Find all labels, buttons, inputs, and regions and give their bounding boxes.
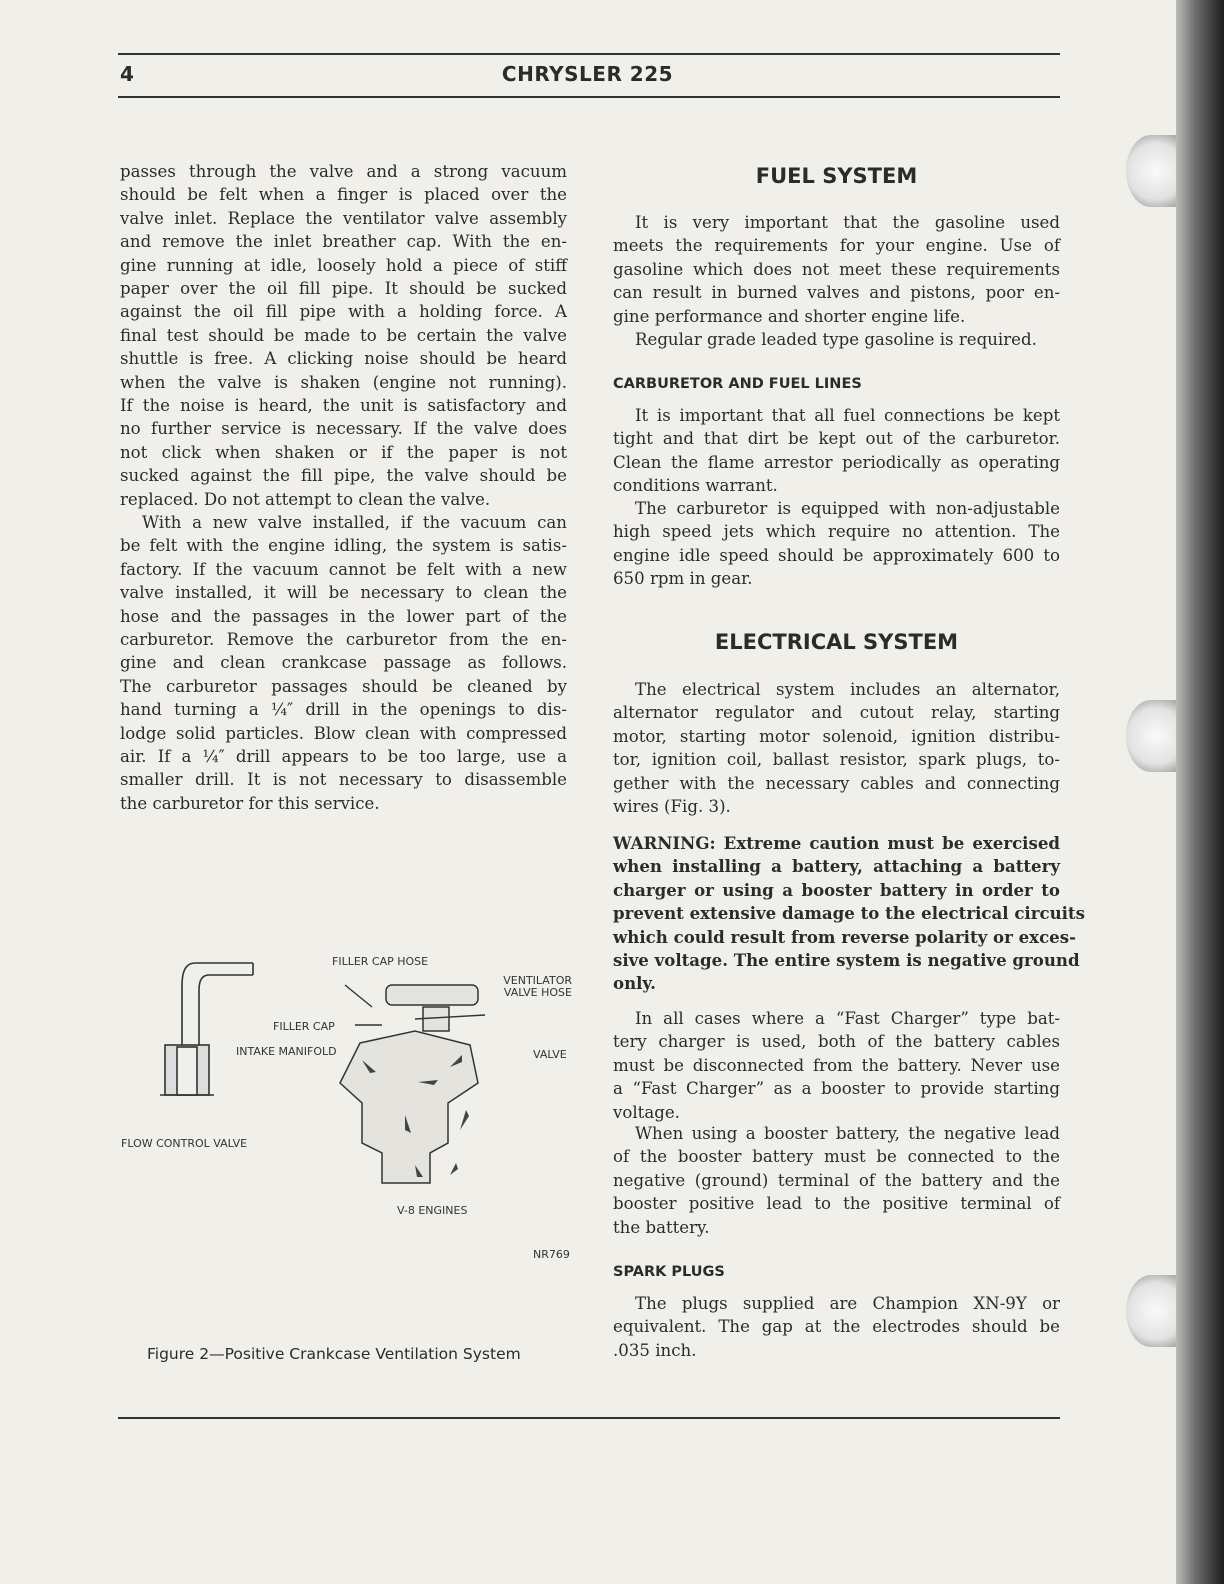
figure-caption: Figure 2—Positive Crankcase Ventilation System (147, 1345, 521, 1363)
text-line: It is very important that the gasoline used (635, 213, 1060, 232)
text-line: the carburetor for this service. (120, 793, 380, 813)
text-line: 650 rpm in gear. (613, 569, 753, 589)
heading-fuel-system: FUEL SYSTEM (755, 164, 918, 188)
text-line: .035 inch. (613, 1340, 697, 1360)
text-line: prevent extensive damage to the electrical circuits (613, 903, 1085, 924)
text-line: gine and clean crankcase passage as follows. (120, 653, 567, 673)
text-line: high speed jets which require no attention. The (613, 522, 1060, 542)
text-line: engine idle speed should be approximately 600 to (613, 545, 1060, 565)
text-line: Regular grade leaded type gasoline is required. (635, 330, 1037, 349)
page-number: 4 (120, 62, 134, 86)
text-line: sive voltage. The entire system is negative ground (613, 950, 1080, 971)
text-line: sucked against the fill pipe, the valve should be (120, 466, 567, 486)
text-line: tor, ignition coil, ballast resistor, spark plugs, to- (613, 750, 1060, 770)
punch-hole (1126, 700, 1176, 772)
punch-hole (1126, 1275, 1176, 1347)
text-line: factory. If the vacuum cannot be felt with a new (120, 559, 567, 579)
text-line: hose and the passages in the lower part of the (120, 606, 567, 626)
paragraph (120, 511, 567, 815)
text-line: equivalent. The gap at the electrodes should be (613, 1317, 1060, 1337)
text-line: final test should be made to be certain the valve (120, 325, 567, 345)
text-line: tery charger is used, both of the battery cables (613, 1032, 1060, 1052)
text-line: tight and that dirt be kept out of the carburetor. (613, 429, 1060, 449)
text-line: hand turning a ¼″ drill in the openings to dis- (120, 700, 567, 720)
text-line: valve inlet. Replace the ventilator valve assembly (120, 208, 567, 228)
warning-paragraph (613, 832, 1085, 996)
text-line: alternator regulator and cutout relay, starting (613, 703, 1060, 723)
paragraph (613, 678, 1060, 818)
paragraph (613, 211, 1060, 328)
text-line: and remove the inlet breather cap. With the en- (120, 232, 567, 252)
text-line: gine performance and shorter engine life. (613, 306, 966, 326)
label-valve: VALVE (533, 1048, 567, 1061)
label-flow-control-valve: FLOW CONTROL VALVE (121, 1137, 248, 1150)
text-line: charger or using a booster battery in order to (613, 879, 1060, 900)
text-line: With a new valve installed, if the vacuum can (142, 513, 567, 532)
text-line: gine running at idle, loosely hold a piece of stiff (120, 255, 567, 275)
header-rule-bottom (118, 96, 1060, 98)
text-line: meets the requirements for your engine. Use of (613, 236, 1060, 256)
text-line: Clean the flame arrestor periodically as operating (613, 452, 1060, 472)
header-rule-top (118, 53, 1060, 55)
paragraph (613, 497, 1060, 591)
text-line: of the booster battery must be connected to the (613, 1147, 1060, 1167)
text-line: should be felt when a finger is placed over the (120, 185, 567, 205)
paragraph (613, 1292, 1060, 1362)
heading-spark-plugs: SPARK PLUGS (613, 1264, 725, 1280)
text-line: only. (613, 973, 656, 994)
paragraph (613, 1122, 1060, 1239)
paragraph (613, 404, 1060, 498)
text-line: wires (Fig. 3). (613, 797, 731, 817)
text-line: The carburetor is equipped with non-adjustable (635, 499, 1060, 518)
heading-electrical-system: ELECTRICAL SYSTEM (714, 630, 959, 654)
paragraph (613, 1007, 1060, 1124)
heading-carburetor-fuel-lines: CARBURETOR AND FUEL LINES (613, 376, 862, 392)
paragraph (120, 160, 567, 511)
text-line: It is important that all fuel connections be kept (635, 406, 1060, 425)
text-line: gether with the necessary cables and connecting (613, 773, 1060, 793)
text-line: be felt with the engine idling, the system is satis- (120, 536, 567, 556)
page-edge-shadow (1176, 0, 1224, 1584)
text-line: paper over the oil fill pipe. It should be sucked (120, 279, 567, 299)
text-line: the battery. (613, 1217, 710, 1237)
text-line: carburetor. Remove the carburetor from the en- (120, 630, 567, 650)
footer-rule (118, 1417, 1060, 1419)
label-filler-cap: FILLER CAP (273, 1020, 335, 1033)
text-line: valve installed, it will be necessary to clean the (120, 583, 567, 603)
pcv-diagram (150, 955, 490, 1195)
text-line: replaced. Do not attempt to clean the valve. (120, 489, 491, 509)
text-line: against the oil fill pipe with a holding force. A (120, 302, 567, 322)
label-ventilator-valve-hose: VENTILATOR VALVE HOSE (503, 974, 572, 999)
text-line: negative (ground) terminal of the battery and the (613, 1170, 1060, 1190)
text-line: booster positive lead to the positive terminal of (613, 1194, 1060, 1214)
label-intake-manifold: INTAKE MANIFOLD (236, 1045, 337, 1058)
text-line: passes through the valve and a strong vacuum (120, 162, 567, 181)
text-line: If the noise is heard, the unit is satisfactory and (120, 396, 567, 416)
text-line: In all cases where a “Fast Charger” type bat- (635, 1009, 1060, 1028)
text-line: air. If a ¼″ drill appears to be too large, use a (120, 747, 567, 767)
text-line: lodge solid particles. Blow clean with compressed (120, 723, 567, 743)
running-title: CHRYSLER 225 (501, 62, 674, 86)
text-line: smaller drill. It is not necessary to disassemble (120, 770, 567, 790)
text-line: The carburetor passages should be cleaned by (120, 676, 567, 696)
text-line: a “Fast Charger” as a booster to provide starting (613, 1079, 1060, 1099)
text-line: WARNING: Extreme caution must be exercised (613, 833, 1060, 853)
figure-reference-code: NR769 (533, 1248, 570, 1261)
text-line: conditions warrant. (613, 476, 778, 496)
text-line: must be disconnected from the battery. Never use (613, 1055, 1060, 1075)
text-line: motor, starting motor solenoid, ignition distribu- (613, 726, 1060, 746)
text-line: not click when shaken or if the paper is not (120, 442, 567, 462)
text-line: The plugs supplied are Champion XN-9Y or (635, 1294, 1060, 1313)
text-line: The electrical system includes an alternator, (635, 680, 1060, 699)
punch-hole (1126, 135, 1176, 207)
text-line: can result in burned valves and pistons, poor en- (613, 283, 1060, 303)
paragraph (613, 328, 1060, 351)
text-line: When using a booster battery, the negative lead (635, 1124, 1060, 1143)
text-line: shuttle is free. A clicking noise should be heard (120, 349, 567, 369)
text-line: no further service is necessary. If the valve does (120, 419, 567, 439)
label-filler-cap-hose: FILLER CAP HOSE (332, 955, 429, 968)
text-line: voltage. (613, 1102, 680, 1122)
text-line: when installing a battery, attaching a battery (613, 856, 1060, 877)
text-line: when the valve is shaken (engine not running). (120, 372, 567, 392)
text-line: which could result from reverse polarity or exces- (613, 926, 1076, 947)
text-line: gasoline which does not meet these requirements (613, 259, 1060, 279)
label-v8-engines: V-8 ENGINES (397, 1204, 468, 1217)
